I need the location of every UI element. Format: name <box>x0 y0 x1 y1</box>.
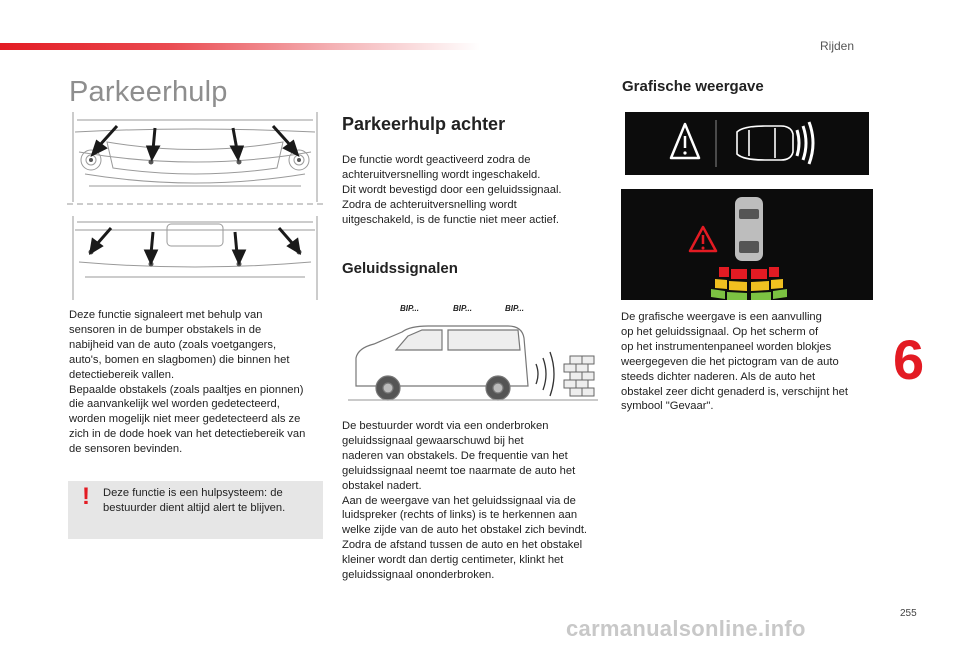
page-number: 255 <box>900 608 917 619</box>
note-box <box>68 481 323 539</box>
chapter-number: 6 <box>893 328 925 391</box>
dashboard-display-panel <box>625 112 869 175</box>
page-title: Parkeerhulp <box>69 76 228 108</box>
danger-symbol-icon <box>671 124 699 158</box>
car-top-view-icon <box>735 197 763 261</box>
car-pictogram-icon <box>737 126 793 160</box>
warning-exclamation-icon: ! <box>82 483 90 510</box>
bip-label: BIP... <box>400 304 419 313</box>
graphic-text: De grafische weergave is een aanvulling op het geluidssignaal. Op het scherm of op het instrumentenpaneel worden blokjes weergegeven die het pictogram van de auto steeds dichter naderen. Als de auto het obstakel zeer dicht genaderd is, verschijnt het symbool "Gevaar". <box>621 311 848 413</box>
screen-display-graphic <box>621 189 873 300</box>
van-sound-illustration <box>348 316 600 408</box>
danger-symbol-icon <box>690 227 716 251</box>
dashboard-display-graphic <box>625 112 869 175</box>
sensor-blocks-icon <box>711 267 787 300</box>
rear-text: De functie wordt geactiveerd zodra de achteruitversnelling wordt ingeschakeld. Dit wordt bevestigd door een geluidssignaal. Zodra de achteruitversnelling wordt uitgeschakeld, is de functie niet meer actief. <box>342 154 562 226</box>
bip-label: BIP... <box>453 304 472 313</box>
section-label: Rijden <box>820 39 855 53</box>
sound-heading: Geluidssignalen <box>342 260 458 277</box>
watermark-text: carmanualsonline.info <box>566 616 806 641</box>
screen-display-panel <box>621 189 873 300</box>
intro-text: Deze functie signaleert met behulp van sensoren in de bumper obstakels in de nabijheid van de auto (zoals voetgangers, auto's, bomen en slagbomen) die binnen het detectiebereik vallen. Bepaalde obstakels (zoals paaltjes en pionnen) die aanvankelijk wel worden gedetecteerd, worden mogelijk niet meer gedetecteerd als ze zich in de dode hoek van het detectiebereik van de sensoren bevinden. <box>69 309 306 456</box>
sensor-blocks-icon <box>797 122 813 164</box>
sound-text: De bestuurder wordt via een onderbroken geluidssignaal gewaarschuwd bij het naderen van obstakels. De frequentie van het geluidssignaal neemt toe naarmate de auto het obstakel nadert. Aan de weergave van het geluidssignaal via de luidspreker (rechts of links) is te herkennen aan welke zijde van de auto het obstakel zich bevindt. Zodra de afstand tussen de auto en het obstakel kleiner wordt dan dertig centimeter, klinkt het geluidssignaal ononderbroken. <box>342 420 588 582</box>
graphic-heading: Grafische weergave <box>622 78 764 95</box>
rear-heading: Parkeerhulp achter <box>342 114 506 134</box>
note-text: Deze functie is een hulpsysteem: de bestuurder dient altijd alert te blijven. <box>103 487 286 514</box>
bip-label: BIP... <box>505 304 524 313</box>
bumper-sensors-illustration <box>67 112 323 302</box>
header-accent-bar <box>0 43 480 50</box>
